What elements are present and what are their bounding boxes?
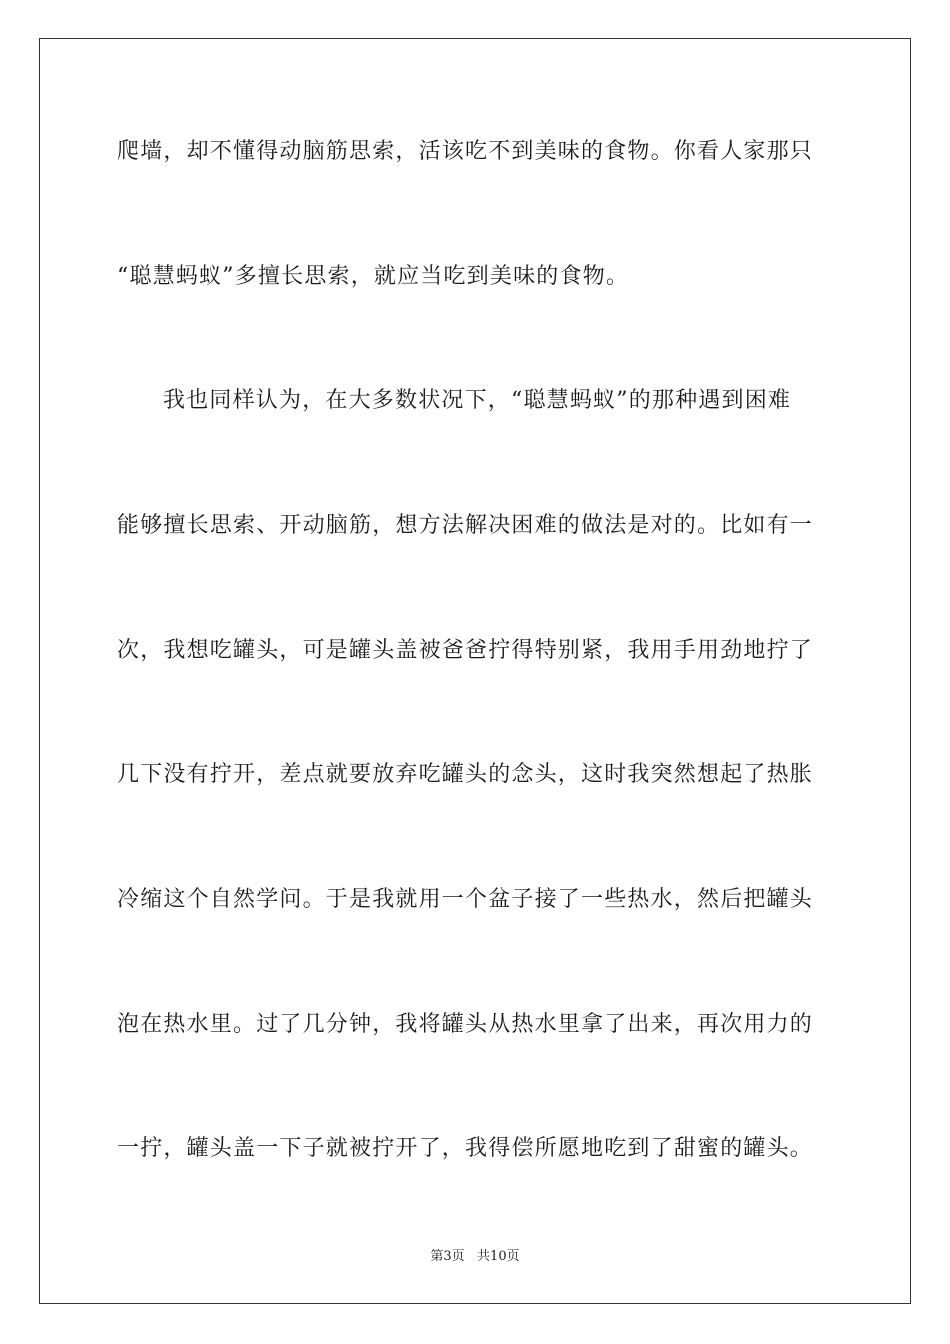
text-line-8: 泡在热水里。过了几分钟，我将罐头从热水里拿了出来，再次用力的	[117, 1012, 814, 1037]
page-number-footer: 第3页 共10页	[430, 1249, 520, 1264]
page-border	[39, 38, 911, 1304]
text-line-5: 次，我想吃罐头，可是罐头盖被爸爸拧得特别紧，我用手用劲地拧了	[117, 638, 814, 663]
text-line-4: 能够擅长思索、开动脑筋，想方法解决困难的做法是对的。比如有一	[117, 513, 814, 538]
text-line-7: 冷缩这个自然学问。于是我就用一个盆子接了一些热水，然后把罐头	[117, 887, 814, 912]
text-line-2: “聪慧蚂蚁”多擅长思索，就应当吃到美味的食物。	[117, 264, 630, 289]
text-line-6: 几下没有拧开，差点就要放弃吃罐头的念头，这时我突然想起了热胀	[117, 762, 814, 787]
paragraph-start-line: 我也同样认为，在大多数状况下，“聪慧蚂蚁”的那种遇到困难	[163, 388, 792, 413]
text-line-9: 一拧，罐头盖一下子就被拧开了，我得偿所愿地吃到了甜蜜的罐头。	[117, 1136, 814, 1161]
text-line-1: 爬墙，却不懂得动脑筋思索，活该吃不到美味的食物。你看人家那只	[117, 139, 814, 164]
